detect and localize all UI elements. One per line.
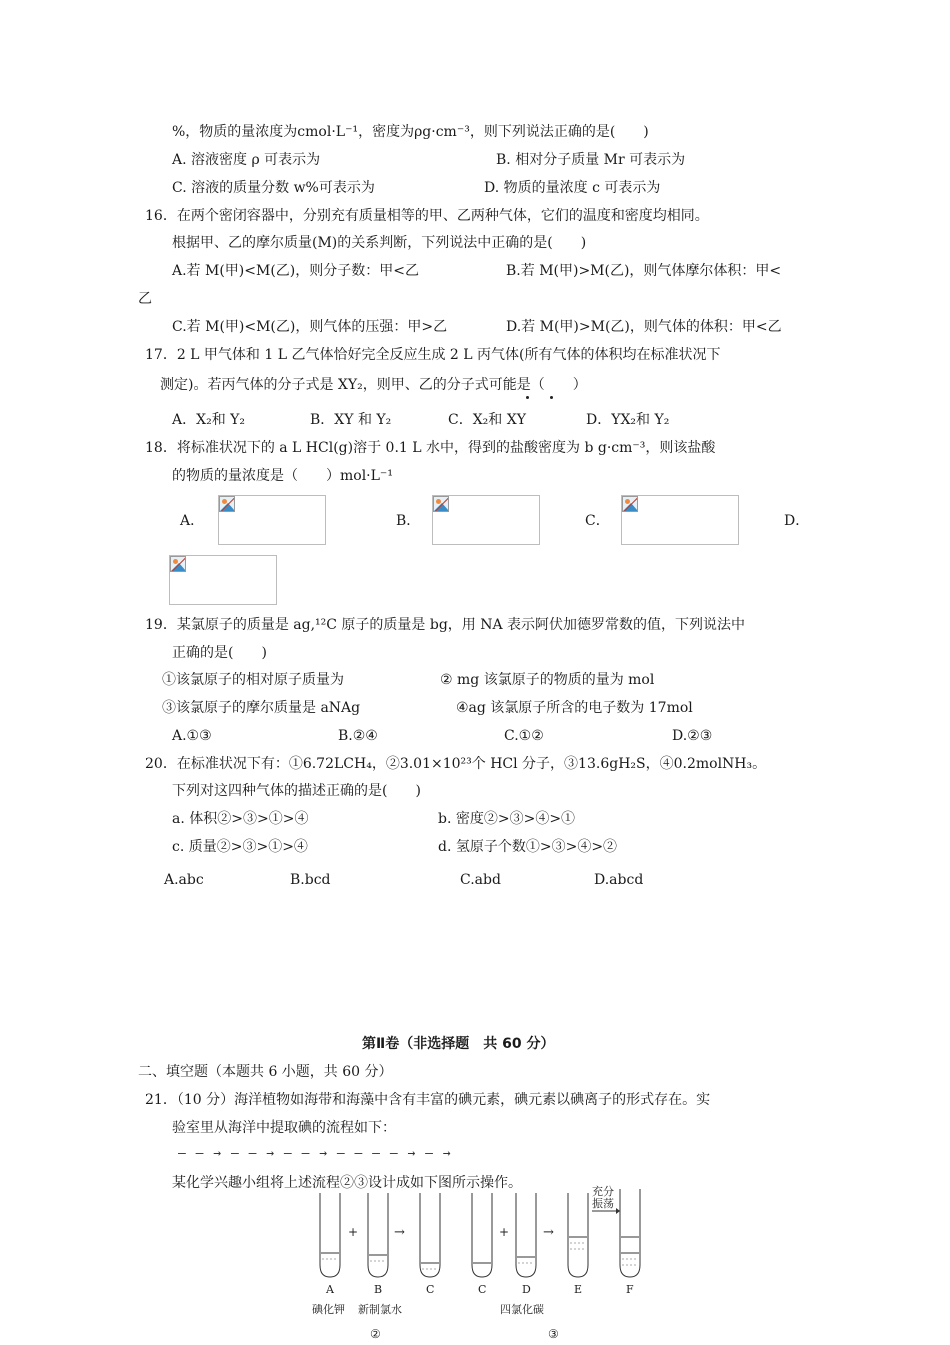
q19-statement-1: ①该氯原子的相对原子质量为 <box>162 672 344 688</box>
q16-option-b-wrap: 乙 <box>138 291 152 307</box>
broken-image-icon <box>622 496 638 512</box>
q18-stem-line1: 18．将标准状况下的 a L HCl(g)溶于 0.1 L 水中，得到的盐酸密度为 b g·cm⁻³，则该盐酸 <box>145 440 716 456</box>
q20-statement-a: a. 体积②>③>①>④ <box>172 811 309 827</box>
q16-stem-line2: 根据甲、乙的摩尔质量(M)的关系判断，下列说法中正确的是( ) <box>172 235 587 251</box>
q20-option-d: D.abcd <box>594 872 644 888</box>
q18-stem-line2: 的物质的量浓度是（ ）mol·L⁻¹ <box>172 468 393 484</box>
q17-option-c: C．X₂和 XY <box>448 412 526 428</box>
q15-option-b: B. 相对分子质量 Mr 可表示为 <box>496 152 686 168</box>
tube-label-c: C <box>478 1283 487 1296</box>
emphasis-dot <box>550 396 553 399</box>
q17-option-b: B．XY 和 Y₂ <box>310 412 392 428</box>
q19-stem-line1: 19．某氯原子的质量是 ag,¹²C 原子的质量是 bg，用 NA 表示阿伏加德罗常数的值，下列说法中 <box>145 617 746 633</box>
q19-statement-4: ④ag 该氯原子所含的电子数为 17mol <box>456 700 693 716</box>
flow-chart-placeholder: — — → — — → — — → — — — — → — → <box>178 1146 452 1161</box>
plus-sign: + <box>348 1225 359 1239</box>
q17-stem-line1: 17．2 L 甲气体和 1 L 乙气体恰好完全反应生成 2 L 丙气体(所有气体的体积均在标准状况下 <box>145 347 721 363</box>
q20-option-c: C.abd <box>460 872 501 888</box>
q17-option-a: A．X₂和 Y₂ <box>172 412 245 428</box>
q16-option-b: B.若 M(甲)>M(乙)，则气体摩尔体积：甲< <box>506 263 782 279</box>
reagent-label-d: 四氯化碳 <box>500 1303 544 1316</box>
q18-option-d-image <box>169 555 277 605</box>
q15-option-a: A. 溶液密度 ρ 可表示为 <box>172 152 321 168</box>
q20-statement-c: c. 质量②>③>①>④ <box>172 839 308 855</box>
q19-statement-2: ② mg 该氯原子的物质的量为 mol <box>440 672 655 688</box>
tube-label-c: C <box>426 1283 435 1296</box>
q19-option-c: C.①② <box>504 728 544 744</box>
q19-option-a: A.①③ <box>172 728 212 744</box>
experiment-figure <box>300 1185 660 1345</box>
q20-stem-line2: 下列对这四种气体的描述正确的是( ) <box>172 783 421 799</box>
q19-option-b: B.②④ <box>338 728 378 744</box>
q18-option-c: C． <box>585 513 610 529</box>
tube-label-a: A <box>326 1283 334 1296</box>
q20-option-b: B.bcd <box>290 872 331 888</box>
q16-option-a: A.若 M(甲)<M(乙)，则分子数：甲<乙 <box>172 263 419 279</box>
broken-image-icon <box>433 496 449 512</box>
q18-option-d: D． <box>784 513 810 529</box>
shake-label: 充分 <box>592 1185 614 1198</box>
part2-title: 第Ⅱ卷（非选择题 共 60 分） <box>362 1036 555 1052</box>
step-label-3: ③ <box>548 1327 559 1341</box>
step-label-2: ② <box>370 1327 381 1341</box>
reagent-label-a: 碘化钾 <box>312 1303 345 1316</box>
q20-statement-d: d. 氢原子个数①>③>④>② <box>438 839 618 855</box>
q18-option-b: B． <box>396 513 421 529</box>
q21-stem-line3: 某化学兴趣小组将上述流程②③设计成如下图所示操作。 <box>172 1175 522 1191</box>
q18-option-a-image <box>218 495 326 545</box>
q15-option-c: C. 溶液的质量分数 w%可表示为 <box>172 180 375 196</box>
q19-statement-3: ③该氯原子的摩尔质量是 aNAg <box>162 700 361 716</box>
tube-label-f: F <box>626 1283 634 1296</box>
q20-stem-line1: 20．在标准状况下有：①6.72LCH₄，②3.01×10²³个 HCl 分子，③13.6gH₂S，④0.2molNH₃。 <box>145 756 767 772</box>
q21-stem-line1: 21．（10 分）海洋植物如海带和海藻中含有丰富的碘元素，碘元素以碘离子的形式存在。实 <box>145 1092 711 1108</box>
q19-option-d: D.②③ <box>672 728 713 744</box>
q17-stem-line2: 测定)。若丙气体的分子式是 XY₂，则甲、乙的分子式可能是（ ） <box>160 377 587 393</box>
q16-option-d: D.若 M(甲)>M(乙)，则气体的体积：甲<乙 <box>506 319 782 335</box>
broken-image-icon <box>219 496 235 512</box>
plus-sign: + <box>499 1225 510 1239</box>
tube-label-d: D <box>522 1283 531 1296</box>
q17-option-d: D．YX₂和 Y₂ <box>586 412 670 428</box>
q15-option-d: D. 物质的量浓度 c 可表示为 <box>484 180 661 196</box>
q16-option-c: C.若 M(甲)<M(乙)，则气体的压强：甲>乙 <box>172 319 448 335</box>
q18-option-b-image <box>432 495 540 545</box>
tube-label-b: B <box>374 1283 383 1296</box>
broken-image-icon <box>170 556 186 572</box>
tube-label-e: E <box>574 1283 583 1296</box>
section-title: 二、填空题（本题共 6 小题，共 60 分） <box>138 1064 393 1080</box>
shake-label-2: 振荡 <box>592 1197 614 1210</box>
q18-option-c-image <box>621 495 739 545</box>
q19-stem-line2: 正确的是( ) <box>172 645 267 661</box>
q18-option-a: A． <box>180 513 205 529</box>
arrow-icon: → <box>543 1225 554 1240</box>
emphasis-dot <box>526 396 529 399</box>
reagent-label-b: 新制氯水 <box>358 1303 402 1316</box>
q16-stem-line1: 16．在两个密闭容器中，分别充有质量相等的甲、乙两种气体，它们的温度和密度均相同。 <box>145 208 709 224</box>
q20-option-a: A.abc <box>164 872 204 888</box>
q20-statement-b: b. 密度②>③>④>① <box>438 811 576 827</box>
q21-stem-line2: 验室里从海洋中提取碘的流程如下： <box>172 1120 396 1136</box>
arrow-icon: → <box>394 1225 405 1240</box>
q15-stem: %，物质的量浓度为cmol·L⁻¹，密度为ρg·cm⁻³，则下列说法正确的是( ) <box>172 124 649 140</box>
